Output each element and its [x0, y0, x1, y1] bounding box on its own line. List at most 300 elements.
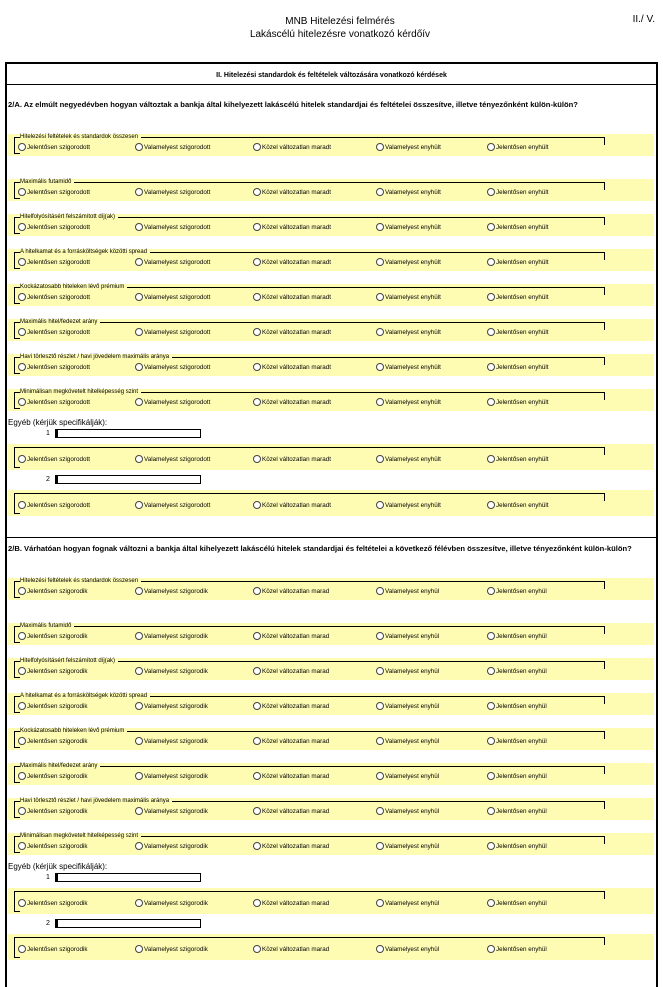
radio-option[interactable] [376, 772, 439, 780]
row-line [604, 696, 605, 704]
row-line [604, 937, 605, 945]
radio-option[interactable] [18, 945, 88, 953]
radio-button-icon[interactable] [18, 587, 26, 595]
radio-option[interactable] [135, 223, 210, 231]
radio-button-icon[interactable] [18, 702, 26, 710]
radio-button-icon[interactable] [253, 899, 261, 907]
radio-option-label: Valamelyest enyhül [385, 772, 440, 780]
radio-option-label: Valamelyest enyhült [385, 398, 441, 406]
radio-option[interactable] [253, 587, 329, 595]
radio-button-icon[interactable] [18, 328, 26, 336]
radio-button-icon[interactable] [135, 842, 143, 850]
radio-option[interactable] [253, 258, 331, 266]
radio-option[interactable] [253, 842, 329, 850]
radio-button-icon[interactable] [18, 455, 26, 463]
radio-button-icon[interactable] [135, 807, 143, 815]
radio-button-icon[interactable] [376, 455, 384, 463]
radio-option[interactable] [18, 223, 90, 231]
row-line [14, 447, 604, 448]
radio-button-icon[interactable] [487, 899, 495, 907]
radio-option-label: Jelentősen enyhül [496, 587, 547, 595]
radio-button-icon[interactable] [253, 737, 261, 745]
radio-button-icon[interactable] [18, 807, 26, 815]
radio-option[interactable] [253, 702, 329, 710]
radio-option-label: Valamelyest enyhül [385, 807, 440, 815]
radio-button-icon[interactable] [487, 398, 495, 406]
row-line [14, 766, 604, 767]
radio-option[interactable] [253, 632, 329, 640]
radio-option[interactable] [376, 363, 441, 371]
other-input-2[interactable] [55, 475, 201, 484]
other-input-2[interactable] [55, 919, 201, 928]
radio-option-label: Közel változatlan maradt [262, 258, 331, 266]
factor-label: Minimálisan megkövetelt hitelképesség szint [20, 833, 141, 839]
radio-button-icon[interactable] [253, 945, 261, 953]
radio-button-icon[interactable] [487, 258, 495, 266]
radio-button-icon[interactable] [376, 293, 384, 301]
radio-option[interactable] [487, 293, 549, 301]
radio-option-label: Közel változatlan maradt [262, 398, 331, 406]
radio-button-icon[interactable] [18, 667, 26, 675]
radio-button-icon[interactable] [18, 772, 26, 780]
radio-button-icon[interactable] [253, 328, 261, 336]
radio-option-label: Jelentősen enyhül [496, 702, 547, 710]
radio-option-label: Közel változatlan marad [262, 842, 330, 850]
radio-button-icon[interactable] [376, 258, 384, 266]
radio-option[interactable] [253, 363, 331, 371]
radio-option-label: Közel változatlan marad [262, 807, 330, 815]
radio-option-label: Jelentősen szigorodott [27, 293, 91, 301]
radio-button-icon[interactable] [253, 807, 261, 815]
radio-option[interactable] [376, 737, 439, 745]
radio-button-icon[interactable] [253, 772, 261, 780]
radio-option[interactable] [135, 328, 210, 336]
radio-option[interactable] [376, 501, 441, 509]
radio-option[interactable] [487, 899, 547, 907]
radio-option-label: Valamelyest szigorodott [144, 143, 211, 151]
radio-button-icon[interactable] [18, 501, 26, 509]
radio-button-icon[interactable] [487, 223, 495, 231]
survey-subtitle: Lakáscélú hitelezésre vonatkozó kérdőív [249, 29, 431, 40]
radio-option[interactable] [18, 455, 90, 463]
other-number: 2 [46, 476, 50, 483]
radio-button-icon[interactable] [135, 632, 143, 640]
question-text: 2/B. Várhatóan hogyan fognak változni a bankja által kihelyezett lakáscélú hitelek standardjai és feltételei a következő félévben összesítve, illetve tényezőnként külön-külön? [8, 544, 632, 553]
radio-option[interactable] [253, 945, 329, 953]
other-number: 1 [46, 430, 50, 437]
row-line [604, 661, 605, 669]
radio-option[interactable] [376, 587, 439, 595]
radio-option-label: Jelentősen enyhül [496, 842, 547, 850]
radio-option[interactable] [18, 328, 90, 336]
radio-option-label: Jelentősen enyhült [496, 328, 549, 336]
radio-option[interactable] [135, 702, 208, 710]
radio-option-label: Jelentősen enyhül [496, 667, 547, 675]
radio-option[interactable] [135, 737, 208, 745]
radio-button-icon[interactable] [253, 293, 261, 301]
radio-button-icon[interactable] [376, 667, 384, 675]
radio-button-icon[interactable] [135, 899, 143, 907]
other-number: 1 [46, 874, 50, 881]
radio-option-label: Valamelyest enyhül [385, 632, 440, 640]
radio-option-label: Jelentősen enyhül [496, 632, 547, 640]
radio-option[interactable] [135, 258, 210, 266]
radio-option-label: Valamelyest enyhül [385, 899, 440, 907]
radio-button-icon[interactable] [376, 188, 384, 196]
radio-option-label: Valamelyest szigorodik [144, 587, 208, 595]
radio-option-label: Jelentősen szigorodott [27, 188, 91, 196]
radio-option[interactable] [487, 807, 547, 815]
radio-option-label: Jelentősen enyhült [496, 363, 549, 371]
radio-button-icon[interactable] [253, 188, 261, 196]
radio-option[interactable] [376, 398, 441, 406]
radio-option[interactable] [135, 398, 210, 406]
radio-button-icon[interactable] [253, 667, 261, 675]
row-line [604, 137, 605, 145]
radio-option[interactable] [487, 737, 547, 745]
factor-label: Hitelfolyósításért felszámított díj(ak) [20, 214, 118, 220]
divider [7, 537, 656, 538]
radio-button-icon[interactable] [135, 223, 143, 231]
radio-option[interactable] [18, 143, 90, 151]
radio-option-label: Jelentősen enyhül [496, 772, 547, 780]
row-line [604, 801, 605, 809]
radio-option[interactable] [18, 899, 88, 907]
row-line [604, 392, 605, 400]
radio-button-icon[interactable] [18, 258, 26, 266]
radio-button-icon[interactable] [135, 328, 143, 336]
radio-option[interactable] [487, 501, 549, 509]
radio-button-icon[interactable] [376, 737, 384, 745]
radio-option[interactable] [135, 455, 210, 463]
radio-option[interactable] [253, 143, 331, 151]
radio-option[interactable] [135, 363, 210, 371]
radio-button-icon[interactable] [18, 293, 26, 301]
radio-button-icon[interactable] [18, 632, 26, 640]
radio-button-icon[interactable] [487, 807, 495, 815]
radio-option[interactable] [487, 363, 549, 371]
radio-button-icon[interactable] [487, 945, 495, 953]
radio-option[interactable] [376, 223, 441, 231]
radio-button-icon[interactable] [253, 702, 261, 710]
radio-option[interactable] [18, 363, 90, 371]
radio-option-label: Közel változatlan marad [262, 899, 330, 907]
radio-option-label: Jelentősen enyhül [496, 945, 547, 953]
radio-option[interactable] [18, 667, 88, 675]
radio-option[interactable] [253, 807, 329, 815]
radio-button-icon[interactable] [135, 293, 143, 301]
radio-button-icon[interactable] [376, 632, 384, 640]
radio-option[interactable] [18, 737, 88, 745]
radio-option-label: Jelentősen szigorodik [27, 807, 88, 815]
factor-label: Hitelfolyósításért felszámított díj(ak) [20, 658, 118, 664]
radio-option-label: Közel változatlan maradt [262, 143, 331, 151]
radio-button-icon[interactable] [376, 842, 384, 850]
radio-button-icon[interactable] [253, 223, 261, 231]
radio-option[interactable] [18, 842, 88, 850]
radio-option-label: Valamelyest enyhül [385, 587, 440, 595]
radio-option[interactable] [135, 842, 208, 850]
radio-button-icon[interactable] [18, 737, 26, 745]
radio-option[interactable] [135, 807, 208, 815]
radio-option[interactable] [487, 772, 547, 780]
radio-button-icon[interactable] [253, 143, 261, 151]
radio-button-icon[interactable] [135, 363, 143, 371]
radio-option[interactable] [18, 702, 88, 710]
radio-option-label: Jelentősen enyhül [496, 807, 547, 815]
radio-option-label: Jelentősen szigorodik [27, 702, 88, 710]
radio-button-icon[interactable] [487, 143, 495, 151]
factor-label: Maximális hitel/fedezet arány [20, 319, 100, 325]
radio-button-icon[interactable] [487, 363, 495, 371]
radio-option-label: Közel változatlan marad [262, 667, 330, 675]
radio-option[interactable] [18, 632, 88, 640]
radio-button-icon[interactable] [18, 398, 26, 406]
radio-option[interactable] [135, 899, 208, 907]
factor-label: Maximális hitel/fedezet arány [20, 763, 100, 769]
radio-option[interactable] [18, 258, 90, 266]
radio-option[interactable] [487, 143, 549, 151]
radio-button-icon[interactable] [376, 772, 384, 780]
radio-option[interactable] [135, 632, 208, 640]
radio-option[interactable] [376, 328, 441, 336]
other-input-1[interactable] [55, 429, 201, 438]
radio-button-icon[interactable] [135, 501, 143, 509]
survey-title: MNB Hitelezési felmérés [285, 16, 395, 27]
row-line [604, 322, 605, 330]
radio-option[interactable] [487, 258, 549, 266]
radio-option[interactable] [135, 501, 210, 509]
factor-label: Maximális futamidő [20, 179, 74, 185]
divider [7, 84, 656, 85]
radio-option[interactable] [253, 293, 331, 301]
radio-option[interactable] [487, 398, 549, 406]
radio-option-label: Jelentősen enyhült [496, 455, 549, 463]
radio-option[interactable] [135, 587, 208, 595]
radio-option[interactable] [376, 632, 439, 640]
radio-button-icon[interactable] [487, 772, 495, 780]
radio-button-icon[interactable] [487, 632, 495, 640]
radio-option[interactable] [253, 501, 331, 509]
radio-option[interactable] [376, 258, 441, 266]
radio-button-icon[interactable] [135, 587, 143, 595]
factor-label: Hitelezési feltételek és standardok összesen [20, 134, 141, 140]
radio-option[interactable] [253, 772, 329, 780]
row-line [604, 891, 605, 899]
radio-option-label: Valamelyest szigorodott [144, 223, 211, 231]
radio-button-icon[interactable] [135, 455, 143, 463]
radio-option[interactable] [135, 293, 210, 301]
radio-option-label: Valamelyest enyhült [385, 363, 441, 371]
radio-option[interactable] [376, 702, 439, 710]
radio-button-icon[interactable] [135, 702, 143, 710]
radio-option-label: Jelentősen szigorodott [27, 398, 91, 406]
radio-option[interactable] [376, 293, 441, 301]
radio-button-icon[interactable] [135, 772, 143, 780]
radio-option[interactable] [487, 945, 547, 953]
radio-option-label: Jelentősen szigorodik [27, 842, 88, 850]
radio-option-label: Jelentősen szigorodott [27, 501, 91, 509]
radio-option[interactable] [487, 842, 547, 850]
radio-button-icon[interactable] [487, 455, 495, 463]
radio-button-icon[interactable] [487, 328, 495, 336]
radio-option-label: Jelentősen enyhült [496, 258, 549, 266]
radio-button-icon[interactable] [135, 737, 143, 745]
radio-option[interactable] [253, 899, 329, 907]
radio-option[interactable] [487, 587, 547, 595]
radio-option[interactable] [253, 398, 331, 406]
radio-button-icon[interactable] [135, 398, 143, 406]
radio-button-icon[interactable] [253, 398, 261, 406]
radio-option-label: Közel változatlan maradt [262, 328, 331, 336]
radio-button-icon[interactable] [18, 143, 26, 151]
radio-option[interactable] [487, 702, 547, 710]
radio-option[interactable] [253, 455, 331, 463]
radio-option[interactable] [487, 188, 549, 196]
radio-button-icon[interactable] [487, 667, 495, 675]
radio-option[interactable] [376, 807, 439, 815]
radio-option[interactable] [376, 143, 441, 151]
radio-button-icon[interactable] [18, 363, 26, 371]
other-number: 2 [46, 920, 50, 927]
factor-label: Havi törlesztő részlet / havi jövedelem maximális aránya [20, 354, 172, 360]
radio-button-icon[interactable] [253, 455, 261, 463]
radio-option-label: Valamelyest szigorodik [144, 945, 208, 953]
radio-option-label: Valamelyest szigorodott [144, 293, 211, 301]
radio-option-label: Valamelyest enyhül [385, 842, 440, 850]
radio-option[interactable] [135, 188, 210, 196]
radio-button-icon[interactable] [376, 587, 384, 595]
radio-button-icon[interactable] [253, 258, 261, 266]
radio-option-label: Közel változatlan maradt [262, 293, 331, 301]
row-line [14, 322, 604, 323]
radio-button-icon[interactable] [376, 702, 384, 710]
radio-button-icon[interactable] [376, 398, 384, 406]
radio-option[interactable] [253, 223, 331, 231]
radio-button-icon[interactable] [376, 899, 384, 907]
radio-option-label: Jelentősen szigorodott [27, 143, 91, 151]
row-line [14, 182, 604, 183]
radio-option-label: Valamelyest enyhült [385, 501, 441, 509]
radio-button-icon[interactable] [253, 842, 261, 850]
radio-button-icon[interactable] [376, 501, 384, 509]
radio-button-icon[interactable] [376, 223, 384, 231]
radio-button-icon[interactable] [376, 945, 384, 953]
row-line [604, 626, 605, 634]
radio-option[interactable] [487, 632, 547, 640]
radio-option[interactable] [487, 223, 549, 231]
radio-option[interactable] [376, 842, 439, 850]
radio-option[interactable] [253, 188, 331, 196]
radio-option[interactable] [18, 772, 88, 780]
radio-option-label: Közel változatlan marad [262, 945, 330, 953]
radio-option-label: Valamelyest enyhült [385, 328, 441, 336]
radio-button-icon[interactable] [376, 807, 384, 815]
radio-option[interactable] [253, 328, 331, 336]
radio-button-icon[interactable] [376, 363, 384, 371]
radio-button-icon[interactable] [376, 143, 384, 151]
radio-option[interactable] [487, 455, 549, 463]
radio-button-icon[interactable] [253, 587, 261, 595]
radio-option-label: Jelentősen enyhült [496, 293, 549, 301]
radio-option-label: Valamelyest enyhült [385, 293, 441, 301]
radio-button-icon[interactable] [487, 587, 495, 595]
radio-option[interactable] [376, 945, 439, 953]
radio-button-icon[interactable] [487, 842, 495, 850]
radio-button-icon[interactable] [135, 143, 143, 151]
row-line [604, 447, 605, 455]
radio-button-icon[interactable] [18, 899, 26, 907]
radio-option-label: Közel változatlan maradt [262, 455, 331, 463]
radio-option[interactable] [18, 188, 90, 196]
radio-option[interactable] [18, 293, 90, 301]
radio-option[interactable] [487, 667, 547, 675]
radio-option-label: Közel változatlan maradt [262, 188, 331, 196]
radio-option-label: Valamelyest enyhül [385, 702, 440, 710]
radio-button-icon[interactable] [135, 188, 143, 196]
radio-option-label: Valamelyest szigorodott [144, 501, 211, 509]
row-line [604, 182, 605, 190]
radio-option-label: Valamelyest szigorodott [144, 188, 211, 196]
row-line [604, 287, 605, 295]
factor-label: A hitelkamat és a forrásköltségek közötti spread [20, 249, 150, 255]
radio-button-icon[interactable] [135, 667, 143, 675]
radio-option[interactable] [253, 737, 329, 745]
radio-button-icon[interactable] [253, 501, 261, 509]
radio-button-icon[interactable] [253, 632, 261, 640]
radio-button-icon[interactable] [376, 328, 384, 336]
radio-button-icon[interactable] [487, 501, 495, 509]
radio-button-icon[interactable] [487, 293, 495, 301]
radio-option-label: Jelentősen enyhül [496, 737, 547, 745]
radio-button-icon[interactable] [18, 223, 26, 231]
radio-button-icon[interactable] [135, 258, 143, 266]
radio-option-label: Valamelyest szigorodott [144, 258, 211, 266]
row-line [604, 357, 605, 365]
other-input-1[interactable] [55, 873, 201, 882]
factor-label: Minimálisan megkövetelt hitelképesség szint [20, 389, 141, 395]
radio-option-label: Jelentősen szigorodott [27, 328, 91, 336]
radio-option[interactable] [18, 501, 90, 509]
radio-option[interactable] [135, 143, 210, 151]
radio-button-icon[interactable] [487, 188, 495, 196]
factor-label: Havi törlesztő részlet / havi jövedelem maximális aránya [20, 798, 172, 804]
radio-option[interactable] [135, 772, 208, 780]
other-label: Egyéb (kérjük specifikálják): [8, 862, 108, 871]
radio-option[interactable] [135, 667, 208, 675]
row-line [604, 493, 605, 501]
radio-option[interactable] [135, 945, 208, 953]
radio-button-icon[interactable] [253, 363, 261, 371]
radio-button-icon[interactable] [18, 188, 26, 196]
radio-button-icon[interactable] [135, 945, 143, 953]
radio-button-icon[interactable] [18, 842, 26, 850]
radio-option[interactable] [18, 807, 88, 815]
radio-option[interactable] [376, 899, 439, 907]
radio-option[interactable] [18, 587, 88, 595]
radio-option[interactable] [253, 667, 329, 675]
radio-button-icon[interactable] [487, 702, 495, 710]
radio-option[interactable] [376, 667, 439, 675]
radio-option-label: Közel változatlan marad [262, 737, 330, 745]
radio-button-icon[interactable] [487, 737, 495, 745]
radio-option[interactable] [376, 188, 441, 196]
radio-button-icon[interactable] [18, 945, 26, 953]
radio-option[interactable] [376, 455, 441, 463]
radio-option-label: Közel változatlan marad [262, 772, 330, 780]
radio-option[interactable] [487, 328, 549, 336]
radio-option[interactable] [18, 398, 90, 406]
